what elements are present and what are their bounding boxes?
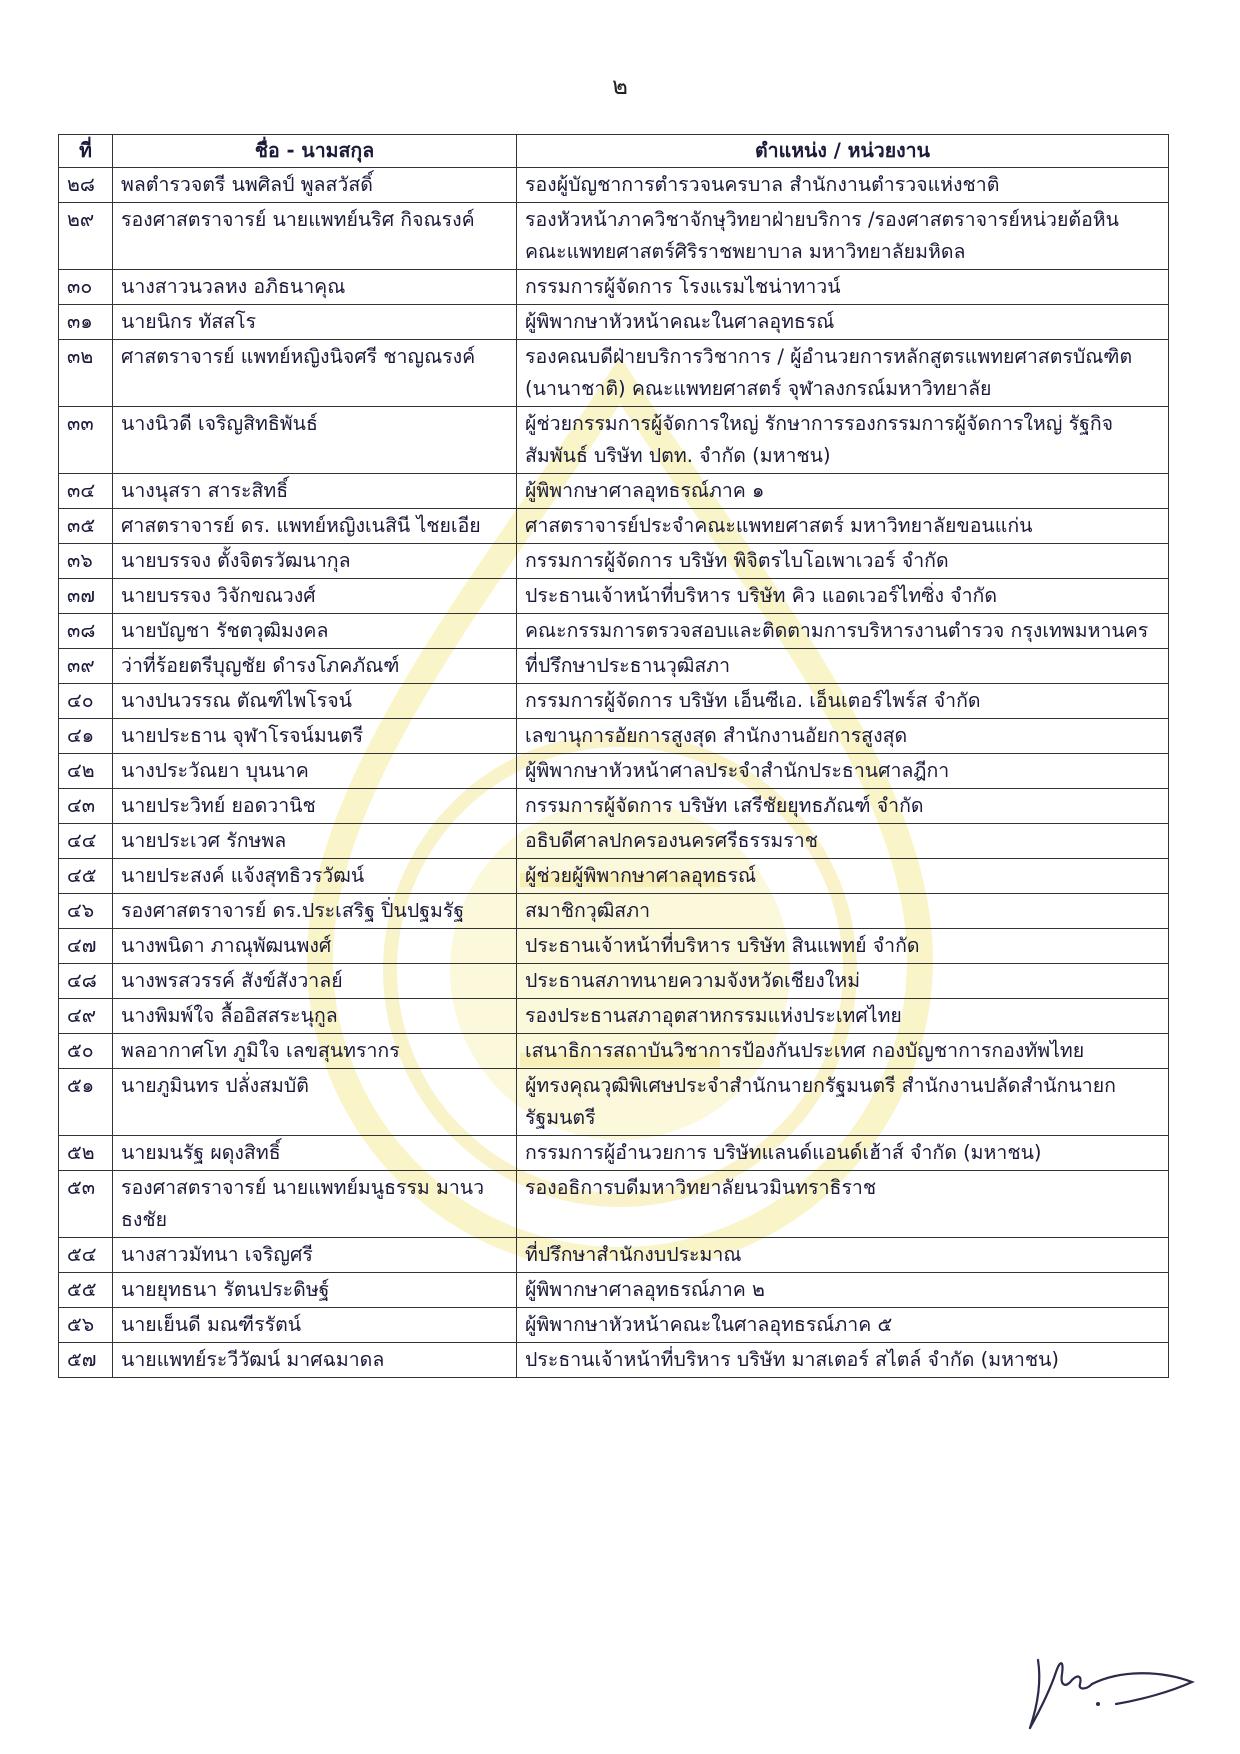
row-number: ๓๖ — [59, 544, 113, 579]
table-row — [59, 1034, 1169, 1069]
table-row — [59, 305, 1169, 340]
table-row — [59, 579, 1169, 614]
row-name: นายมนรัฐ ผดุงสิทธิ์ — [113, 1136, 517, 1171]
row-position: กรรมการผู้จัดการ บริษัท เอ็นซีเอ. เอ็นเตอร์ไพร์ส จำกัด — [517, 684, 1169, 719]
row-position: ผู้พิพากษาศาลอุทธรณ์ภาค ๒ — [517, 1273, 1169, 1308]
row-number: ๓๓ — [59, 407, 113, 474]
row-name: รองศาสตราจารย์ นายแพทย์มนูธรรม มานวธงชัย — [113, 1171, 517, 1238]
row-number: ๓๗ — [59, 579, 113, 614]
row-position: เสนาธิการสถาบันวิชาการป้องกันประเทศ กองบัญชาการกองทัพไทย — [517, 1034, 1169, 1069]
signature — [1020, 1630, 1200, 1740]
row-name: พลอากาศโท ภูมิใจ เลขสุนทรากร — [113, 1034, 517, 1069]
row-position: ประธานเจ้าหน้าที่บริหาร บริษัท คิว แอดเวอร์ไทซิ่ง จำกัด — [517, 579, 1169, 614]
table-row — [59, 614, 1169, 649]
row-name: นายแพทย์ระวีวัฒน์ มาศฉมาดล — [113, 1343, 517, 1378]
row-position: ผู้พิพากษาหัวหน้าศาลประจำสำนักประธานศาลฎีกา — [517, 754, 1169, 789]
row-position: ผู้พิพากษาศาลอุทธรณ์ภาค ๑ — [517, 474, 1169, 509]
row-name: รองศาสตราจารย์ ดร.ประเสริฐ ปิ่นปฐมรัฐ — [113, 894, 517, 929]
row-number: ๓๐ — [59, 270, 113, 305]
row-name: นายประธาน จุฬาโรจน์มนตรี — [113, 719, 517, 754]
table-row — [59, 789, 1169, 824]
row-position: เลขานุการอัยการสูงสุด สำนักงานอัยการสูงสุด — [517, 719, 1169, 754]
table-row — [59, 719, 1169, 754]
row-position: ที่ปรึกษาสำนักงบประมาณ — [517, 1238, 1169, 1273]
row-position: ผู้ทรงคุณวุฒิพิเศษประจำสำนักนายกรัฐมนตรี สำนักงานปลัดสำนักนายกรัฐมนตรี — [517, 1069, 1169, 1136]
row-position: คณะกรรมการตรวจสอบและติดตามการบริหารงานตำรวจ กรุงเทพมหานคร — [517, 614, 1169, 649]
row-number: ๓๒ — [59, 340, 113, 407]
row-number: ๔๓ — [59, 789, 113, 824]
table-row — [59, 1238, 1169, 1273]
table-row — [59, 474, 1169, 509]
row-number: ๓๕ — [59, 509, 113, 544]
row-position: ผู้ช่วยกรรมการผู้จัดการใหญ่ รักษาการรองกรรมการผู้จัดการใหญ่ รัฐกิจสัมพันธ์ บริษัท ปตท. จำกัด (มหาชน) — [517, 407, 1169, 474]
row-number: ๔๖ — [59, 894, 113, 929]
table-row — [59, 407, 1169, 474]
row-name: นางประวัณยา บุนนาค — [113, 754, 517, 789]
table-body — [59, 168, 1169, 1378]
row-name: นางปนวรรณ ตัณฑ์ไพโรจน์ — [113, 684, 517, 719]
header-num: ที่ — [59, 135, 113, 168]
row-number: ๕๐ — [59, 1034, 113, 1069]
table-row — [59, 894, 1169, 929]
table-row — [59, 1343, 1169, 1378]
row-number: ๕๒ — [59, 1136, 113, 1171]
row-number: ๔๗ — [59, 929, 113, 964]
row-number: ๓๔ — [59, 474, 113, 509]
table-row — [59, 754, 1169, 789]
table-row — [59, 929, 1169, 964]
row-position: สมาชิกวุฒิสภา — [517, 894, 1169, 929]
row-position: กรรมการผู้จัดการ บริษัท พิจิตรไบโอเพาเวอร์ จำกัด — [517, 544, 1169, 579]
row-name: นางพรสวรรค์ สังข์สังวาลย์ — [113, 964, 517, 999]
row-position: ศาสตราจารย์ประจำคณะแพทยศาสตร์ มหาวิทยาลัยขอนแก่น — [517, 509, 1169, 544]
table-row — [59, 824, 1169, 859]
row-name: นายนิกร ทัสสโร — [113, 305, 517, 340]
row-position: รองผู้บัญชาการตำรวจนครบาล สำนักงานตำรวจแห่งชาติ — [517, 168, 1169, 203]
table-row — [59, 270, 1169, 305]
table-row — [59, 1069, 1169, 1136]
row-number: ๔๐ — [59, 684, 113, 719]
row-name: นายบรรจง ตั้งจิตรวัฒนากุล — [113, 544, 517, 579]
page-number: ๒ — [612, 72, 628, 100]
row-number: ๕๕ — [59, 1273, 113, 1308]
row-position: ผู้ช่วยผู้พิพากษาศาลอุทธรณ์ — [517, 859, 1169, 894]
row-position: อธิบดีศาลปกครองนครศรีธรรมราช — [517, 824, 1169, 859]
row-position: ที่ปรึกษาประธานวุฒิสภา — [517, 649, 1169, 684]
row-name: นายบัญชา รัชตวุฒิมงคล — [113, 614, 517, 649]
row-number: ๕๗ — [59, 1343, 113, 1378]
row-name: ศาสตราจารย์ แพทย์หญิงนิจศรี ชาญณรงค์ — [113, 340, 517, 407]
table-header-row — [59, 135, 1169, 168]
row-position: ผู้พิพากษาหัวหน้าคณะในศาลอุทธรณ์ — [517, 305, 1169, 340]
row-position: ประธานเจ้าหน้าที่บริหาร บริษัท มาสเตอร์ สไตล์ จำกัด (มหาชน) — [517, 1343, 1169, 1378]
row-name: พลตำรวจตรี นพศิลป์ พูลสวัสดิ์ — [113, 168, 517, 203]
table-row — [59, 509, 1169, 544]
row-number: ๔๘ — [59, 964, 113, 999]
row-number: ๔๒ — [59, 754, 113, 789]
row-number: ๔๙ — [59, 999, 113, 1034]
row-name: ศาสตราจารย์ ดร. แพทย์หญิงเนสินี ไชยเอีย — [113, 509, 517, 544]
row-number: ๕๑ — [59, 1069, 113, 1136]
row-number: ๕๓ — [59, 1171, 113, 1238]
row-position: รองอธิการบดีมหาวิทยาลัยนวมินทราธิราช — [517, 1171, 1169, 1238]
table-row — [59, 999, 1169, 1034]
row-name: นางสาวมัทนา เจริญศรี — [113, 1238, 517, 1273]
row-number: ๓๑ — [59, 305, 113, 340]
table-row — [59, 544, 1169, 579]
table-row — [59, 340, 1169, 407]
table-row — [59, 649, 1169, 684]
row-name: นายประสงค์ แจ้งสุทธิวรวัฒน์ — [113, 859, 517, 894]
row-name: นายประเวศ รักษพล — [113, 824, 517, 859]
row-position: ประธานเจ้าหน้าที่บริหาร บริษัท สินแพทย์ จำกัด — [517, 929, 1169, 964]
row-name: นายยุทธนา รัตนประดิษฐ์ — [113, 1273, 517, 1308]
row-number: ๔๔ — [59, 824, 113, 859]
table-row — [59, 684, 1169, 719]
row-position: รองคณบดีฝ่ายบริการวิชาการ / ผู้อำนวยการหลักสูตรแพทยศาสตรบัณฑิต (นานาชาติ) คณะแพทยศาสตร์ จุฬาลงกรณ์มหาวิทยาลัย — [517, 340, 1169, 407]
row-number: ๒๙ — [59, 203, 113, 270]
row-number: ๕๖ — [59, 1308, 113, 1343]
row-position: กรรมการผู้จัดการ โรงแรมไชน่าทาวน์ — [517, 270, 1169, 305]
row-name: นางนิวดี เจริญสิทธิพันธ์ — [113, 407, 517, 474]
row-name: นายเย็นดี มณฑีรรัตน์ — [113, 1308, 517, 1343]
row-number: ๕๔ — [59, 1238, 113, 1273]
row-name: รองศาสตราจารย์ นายแพทย์นริศ กิจณรงค์ — [113, 203, 517, 270]
table-row — [59, 1308, 1169, 1343]
header-position: ตำแหน่ง / หน่วยงาน — [517, 135, 1169, 168]
row-number: ๔๑ — [59, 719, 113, 754]
header-name: ชื่อ - นามสกุล — [113, 135, 517, 168]
row-name: ว่าที่ร้อยตรีบุญชัย ดำรงโภคภัณฑ์ — [113, 649, 517, 684]
row-position: รองหัวหน้าภาควิชาจักษุวิทยาฝ่ายบริการ /รองศาสตราจารย์หน่วยต้อหิน คณะแพทยศาสตร์ศิริราชพยาบาล มหาวิทยาลัยมหิดล — [517, 203, 1169, 270]
roster-table — [58, 134, 1169, 1378]
row-name: นายภูมินทร ปลั่งสมบัติ — [113, 1069, 517, 1136]
row-position: กรรมการผู้จัดการ บริษัท เสรีชัยยุทธภัณฑ์ จำกัด — [517, 789, 1169, 824]
row-position: รองประธานสภาอุตสาหกรรมแห่งประเทศไทย — [517, 999, 1169, 1034]
table-row — [59, 203, 1169, 270]
table-row — [59, 1273, 1169, 1308]
table-row — [59, 859, 1169, 894]
row-position: ผู้พิพากษาหัวหน้าคณะในศาลอุทธรณ์ภาค ๕ — [517, 1308, 1169, 1343]
row-name: นางนุสรา สาระสิทธิ์ — [113, 474, 517, 509]
row-position: ประธานสภาทนายความจังหวัดเชียงใหม่ — [517, 964, 1169, 999]
row-number: ๓๙ — [59, 649, 113, 684]
table-row — [59, 964, 1169, 999]
table-row — [59, 1136, 1169, 1171]
row-name: นางพิมพ์ใจ ลื้ออิสสระนุกูล — [113, 999, 517, 1034]
row-name: นางพนิดา ภาณุพัฒนพงศ์ — [113, 929, 517, 964]
row-number: ๓๘ — [59, 614, 113, 649]
row-number: ๒๘ — [59, 168, 113, 203]
table-row — [59, 1171, 1169, 1238]
row-position: กรรมการผู้อำนวยการ บริษัทแลนด์แอนด์เฮ้าส์ จำกัด (มหาชน) — [517, 1136, 1169, 1171]
row-name: นายบรรจง วิจักขณวงศ์ — [113, 579, 517, 614]
row-number: ๔๕ — [59, 859, 113, 894]
table-row — [59, 168, 1169, 203]
row-name: นายประวิทย์ ยอดวานิช — [113, 789, 517, 824]
row-name: นางสาวนวลหง อภิธนาคุณ — [113, 270, 517, 305]
